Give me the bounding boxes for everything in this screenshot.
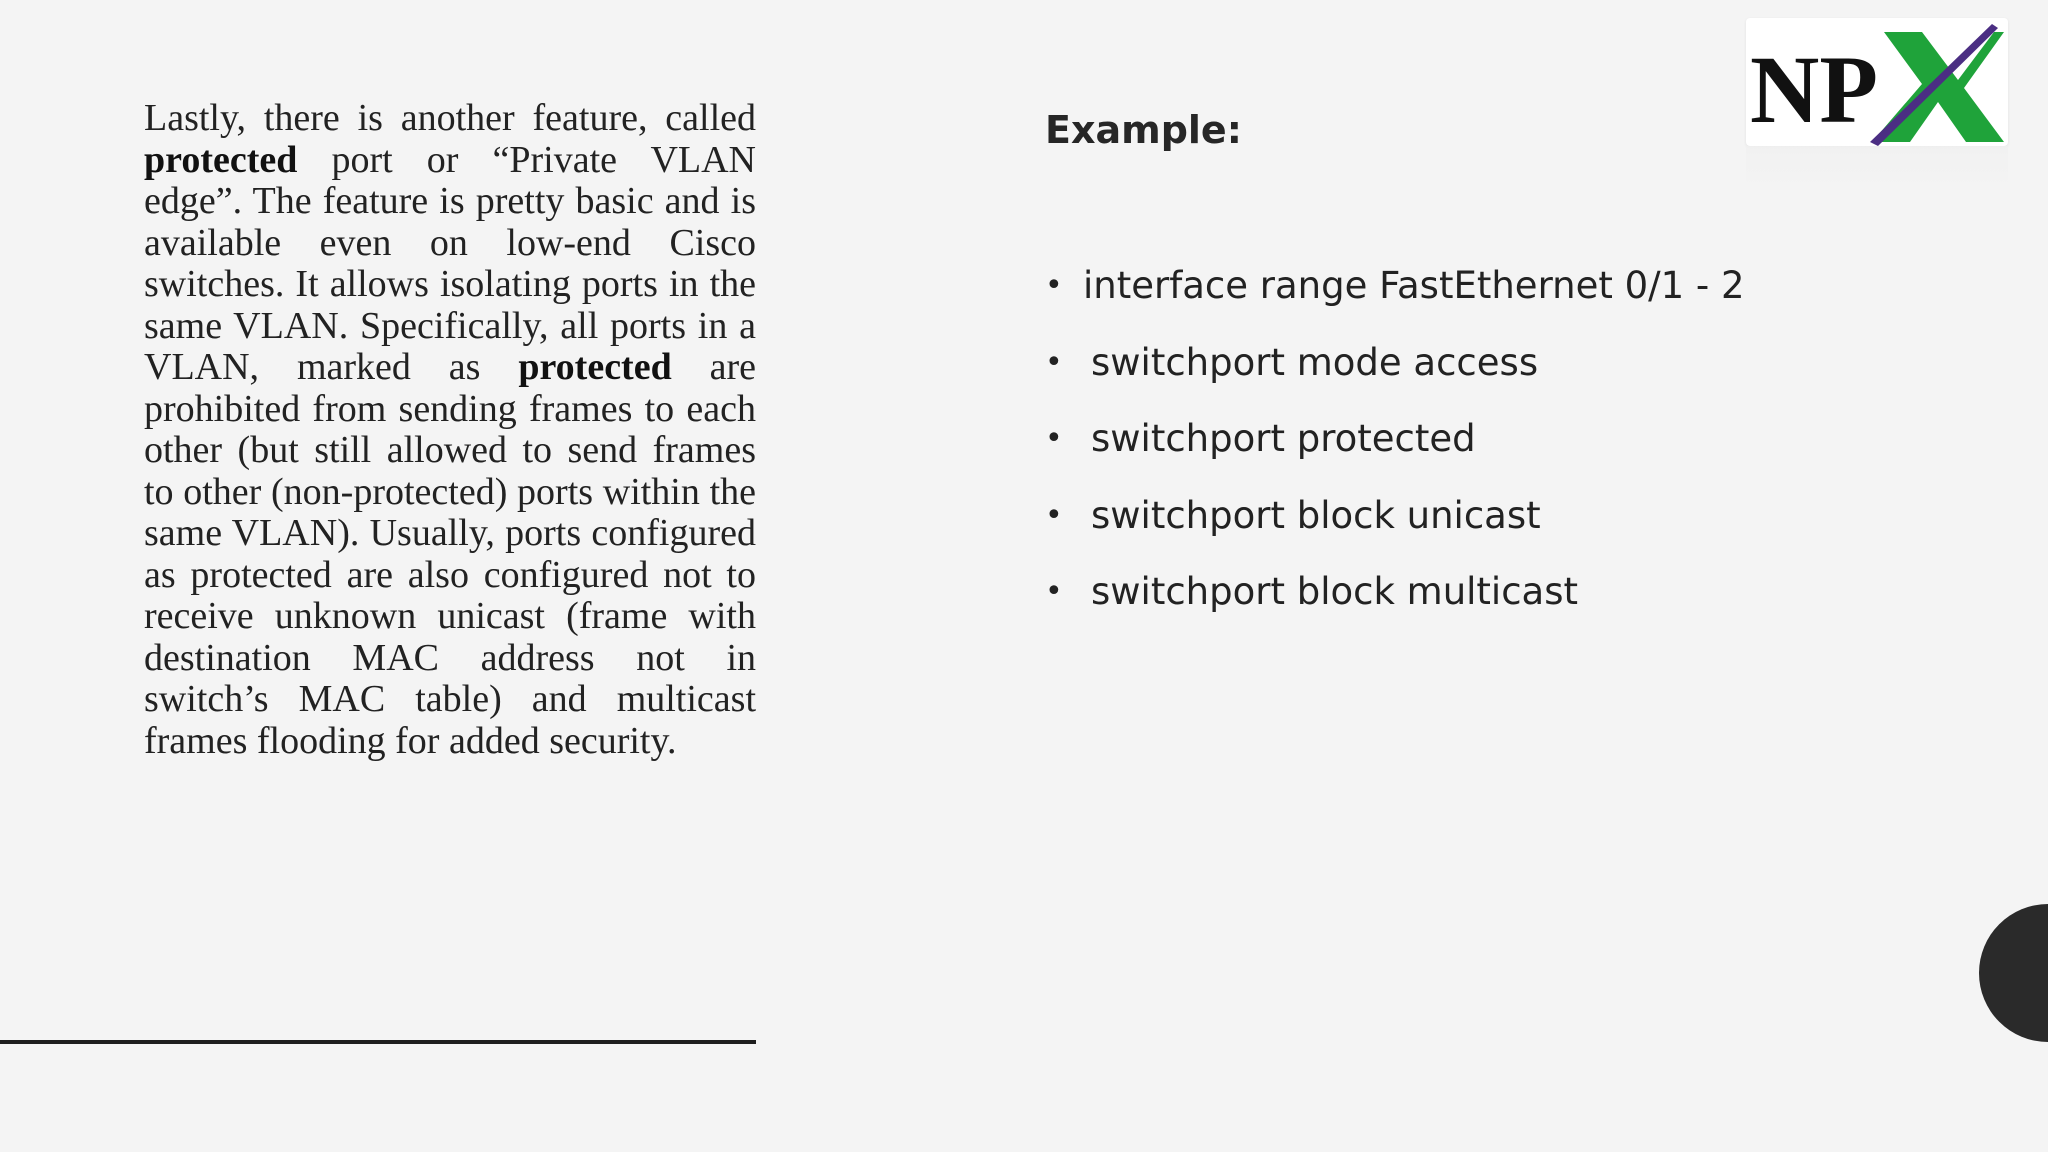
command-item — [1045, 486, 1745, 563]
command-text: interface range FastEthernet 0/1 - 2 — [1083, 264, 1745, 307]
bullet-icon: • — [1045, 344, 1063, 380]
command-list — [1045, 256, 1745, 639]
protected-keyword-1: protected — [144, 138, 298, 181]
command-text: switchport block unicast — [1091, 493, 1541, 537]
description-paragraph — [144, 98, 756, 762]
protected-keyword-2: protected — [518, 346, 672, 388]
bullet-icon: • — [1045, 268, 1063, 303]
paragraph-part-1: Lastly, there is another feature, called — [144, 97, 756, 139]
command-item — [1045, 256, 1745, 333]
command-item — [1045, 409, 1745, 486]
command-text: switchport mode access — [1091, 340, 1539, 384]
command-text: switchport protected — [1091, 417, 1476, 460]
svg-text:NP: NP — [1750, 36, 1878, 143]
logo-reflection — [1746, 146, 2008, 190]
bullet-icon: • — [1045, 497, 1063, 533]
command-item — [1045, 562, 1745, 639]
example-title: Example: — [1045, 108, 1242, 152]
bottom-divider — [0, 1040, 756, 1044]
bullet-icon: • — [1045, 574, 1063, 609]
command-item — [1045, 333, 1745, 410]
npx-logo-graphic — [1746, 18, 2008, 146]
npx-logo — [1746, 18, 2008, 146]
decorative-circle — [1979, 904, 2048, 1042]
command-text: switchport block multicast — [1091, 570, 1579, 613]
paragraph-part-2: port or “Private VLAN edge”. The feature is pretty basic and is available even on low-end Cisco switches. It allows isolating ports in the same VLAN. Specifically, all ports in a VLAN, marked as — [144, 138, 756, 388]
bullet-icon: • — [1045, 421, 1063, 456]
paragraph-part-3: are prohibited from sending frames to each other (but still allowed to send frames to other (non-protected) ports within the same VLAN). Usually, ports configured as protected are also configured not to receive unknown unicast (frame with destination MAC address not in switch’s MAC table) and multicast frames flooding for added security. — [144, 346, 757, 762]
